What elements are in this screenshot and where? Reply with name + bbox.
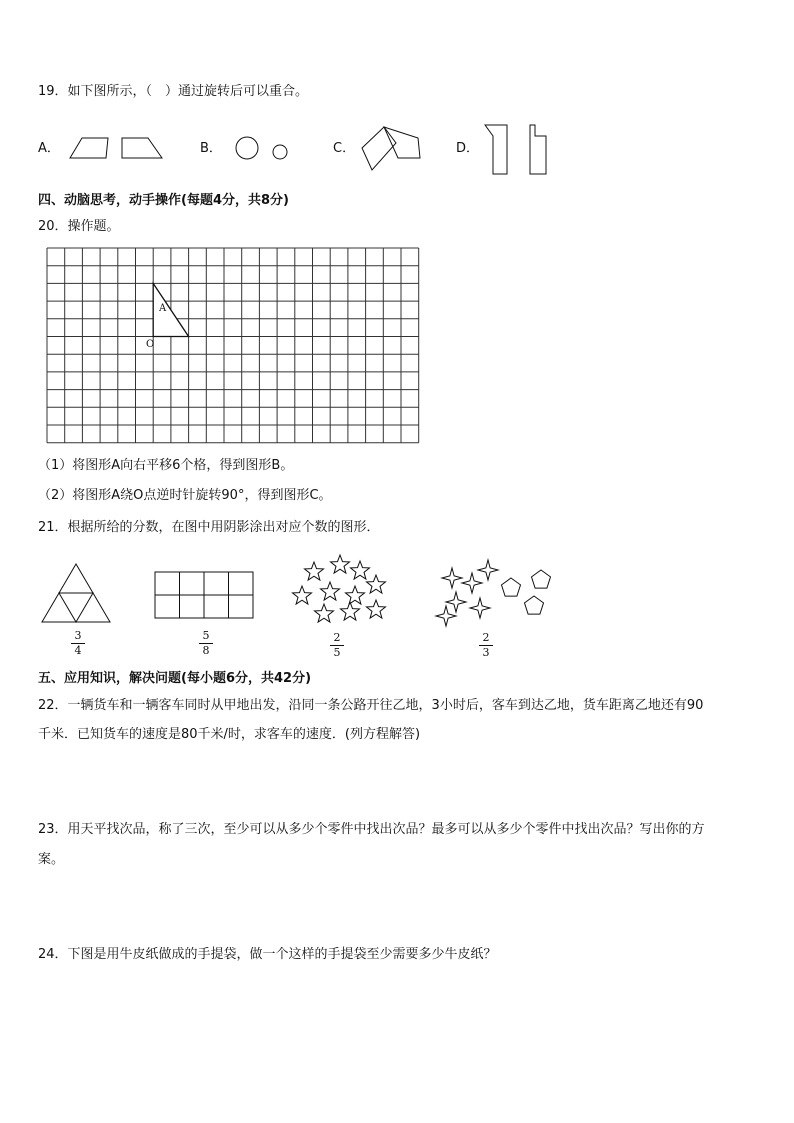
q19-option-c-figure xyxy=(358,124,428,174)
q22-line2: 千米．已知货车的速度是80千米/时，求客车的速度．(列方程解答) xyxy=(38,727,421,742)
q20-shape-a-label: A xyxy=(159,303,167,314)
star-shape xyxy=(351,561,370,579)
star-shape xyxy=(367,600,386,618)
q20-sub2: （2）将图形A绕O点逆时针旋转90°，得到图形C。 xyxy=(38,488,332,503)
star-shape xyxy=(331,555,350,573)
sparkle-shape xyxy=(470,598,490,618)
star-shape xyxy=(293,586,312,604)
sparkle-shape xyxy=(446,592,466,612)
pentagon-shape xyxy=(525,596,544,614)
q24-line1: 24．下图是用牛皮纸做成的手提袋，做一个这样的手提袋至少需要多少牛皮纸？ xyxy=(38,947,497,962)
star-shape xyxy=(315,604,334,622)
sparkle-shape xyxy=(462,573,482,593)
q20-pivot-o-label: O xyxy=(146,339,155,350)
q21-rectangle-figure xyxy=(154,571,256,621)
q19-option-a-label: A． xyxy=(38,141,60,156)
star-shape xyxy=(341,602,360,620)
q19-option-b-figure xyxy=(232,133,296,165)
q20-sub1: （1）将图形A向右平移6个格，得到图形B。 xyxy=(38,458,294,473)
q21-fraction-1 xyxy=(68,630,88,657)
q19-option-d-figure xyxy=(480,120,556,178)
q21-fraction-3 xyxy=(327,632,347,659)
star-shape xyxy=(305,562,324,580)
star-shape xyxy=(367,575,386,593)
q19-option-d-label: D． xyxy=(456,141,480,156)
q19-stem: 19．如下图所示，（ ）通过旋转后可以重合。 xyxy=(38,84,309,99)
q21-fraction-3-num: 2 xyxy=(333,631,341,644)
q22-line1: 22．一辆货车和一辆客车同时从甲地出发，沿同一条公路开往乙地，3小时后，客车到达乙地，货车距离乙地还有90 xyxy=(38,698,704,713)
q19-option-b-label: B． xyxy=(200,141,222,156)
q21-fraction-3-den: 5 xyxy=(333,646,341,659)
q21-fraction-2 xyxy=(196,630,216,657)
q20-stem: 20．操作题。 xyxy=(38,219,120,234)
pentagon-shape xyxy=(532,570,551,588)
star-shape xyxy=(346,586,365,604)
q20-grid xyxy=(47,248,425,442)
q19-option-c-label: C． xyxy=(333,141,356,156)
q21-stars-figure xyxy=(288,552,392,628)
q19-option-a-figure xyxy=(66,134,166,162)
pentagon-shape xyxy=(502,578,521,596)
q21-fraction-2-den: 8 xyxy=(202,644,210,657)
q21-fraction-1-den: 4 xyxy=(74,644,82,657)
star-shape xyxy=(321,582,340,600)
q21-fraction-4-den: 3 xyxy=(482,646,490,659)
section4-title: 四、动脑思考，动手操作(每题4分，共8分) xyxy=(38,193,289,208)
q21-triangle-figure xyxy=(40,562,116,626)
q21-fraction-4-num: 2 xyxy=(482,631,490,644)
q21-stem: 21．根据所给的分数，在图中用阴影涂出对应个数的图形． xyxy=(38,520,380,535)
sparkle-shape xyxy=(478,560,498,580)
sparkle-shape xyxy=(442,568,462,588)
section5-title: 五、应用知识，解决问题(每小题6分，共42分) xyxy=(38,671,312,686)
q21-fraction-2-num: 5 xyxy=(202,629,210,642)
q21-fraction-4 xyxy=(476,632,496,659)
q23-line1: 23．用天平找次品，称了三次，至少可以从多少个零件中找出次品？最多可以从多少个零件中找出次品？写出你的方 xyxy=(38,822,705,837)
sparkle-shape xyxy=(436,606,456,626)
q21-fraction-1-num: 3 xyxy=(74,629,82,642)
q21-sparkles-pentagons-figure xyxy=(432,558,562,630)
q23-line2: 案。 xyxy=(38,852,65,867)
